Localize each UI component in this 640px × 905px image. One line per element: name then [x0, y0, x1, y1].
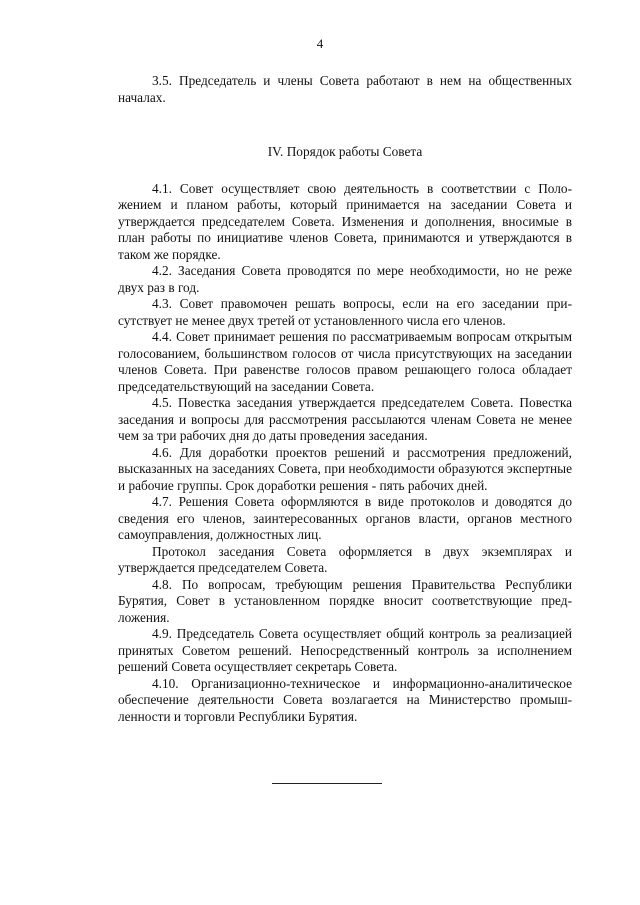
- page-number: 4: [316, 36, 324, 51]
- paragraph-4-9: 4.9. Председатель Совета осуществляет общий контроль за реализацией принятых Советом решений. Непосредственный контроль за исполнением решений Совета осуществляет секретарь Совета.: [118, 626, 572, 674]
- paragraph-4-6: 4.6. Для доработки проектов решений и рассмотрения предложений, высказанных на заседаниях Совета, при необходимости образуются экспертные и рабочие группы. Срок доработки решения - пять рабочих дней.: [118, 444, 572, 493]
- paragraph-4-10: 4.10. Организационно-техническое и информационно-аналитическое обеспечение деятельности Совета возлагается на Министерство промышленности и торговли Республики Бурятия.: [118, 675, 572, 724]
- end-divider-line: [272, 783, 382, 784]
- paragraph-4-1: 4.1. Совет осуществляет свою деятельность в соответствии с Положением и планом работы, который принимается на заседании Совета и утверждается председателем Совета. Изменения и дополнения, вносимые в план работы по инициативе членов Совета, принимаются и утверждаются в таком же порядке.: [118, 180, 572, 262]
- paragraph-4-3: 4.3. Совет правомочен решать вопросы, если на его заседании присутствует не менее двух третей от установленного числа его членов.: [118, 296, 572, 328]
- paragraph-protocol: Протокол заседания Совета оформляется в двух экземплярах и утверждается председателем Совета.: [118, 543, 572, 575]
- paragraph-4-8: 4.8. По вопросам, требующим решения Правительства Республики Бурятия, Совет в установленном порядке вносит соответствующие предложения.: [118, 576, 572, 625]
- paragraph-4-5: 4.5. Повестка заседания утверждается председателем Совета. Повестка заседания и вопросы для рассмотрения рассылаются членам Совета не менее чем за три рабочих дня до даты проведения заседания.: [118, 395, 572, 443]
- document-body: [118, 73, 572, 725]
- paragraph-3-5: 3.5. Председатель и члены Совета работают в нем на общественных началах.: [118, 73, 572, 105]
- section-heading: IV. Порядок работы Совета: [267, 144, 423, 159]
- paragraph-4-4: 4.4. Совет принимает решения по рассматриваемым вопросам открытым голосованием, большинством голосов от числа присутствующих на заседании членов Совета. При равенстве голосов правом решающего голоса обладает председательствующий на заседании Совета.: [118, 329, 572, 394]
- paragraph-4-2: 4.2. Заседания Совета проводятся по мере необходимости, но не реже двух раз в год.: [118, 263, 572, 295]
- paragraph-4-7: 4.7. Решения Совета оформляются в виде протоколов и доводятся до сведения его членов, заинтересованных органов власти, органов местного самоуправления, должностных лиц.: [118, 494, 572, 542]
